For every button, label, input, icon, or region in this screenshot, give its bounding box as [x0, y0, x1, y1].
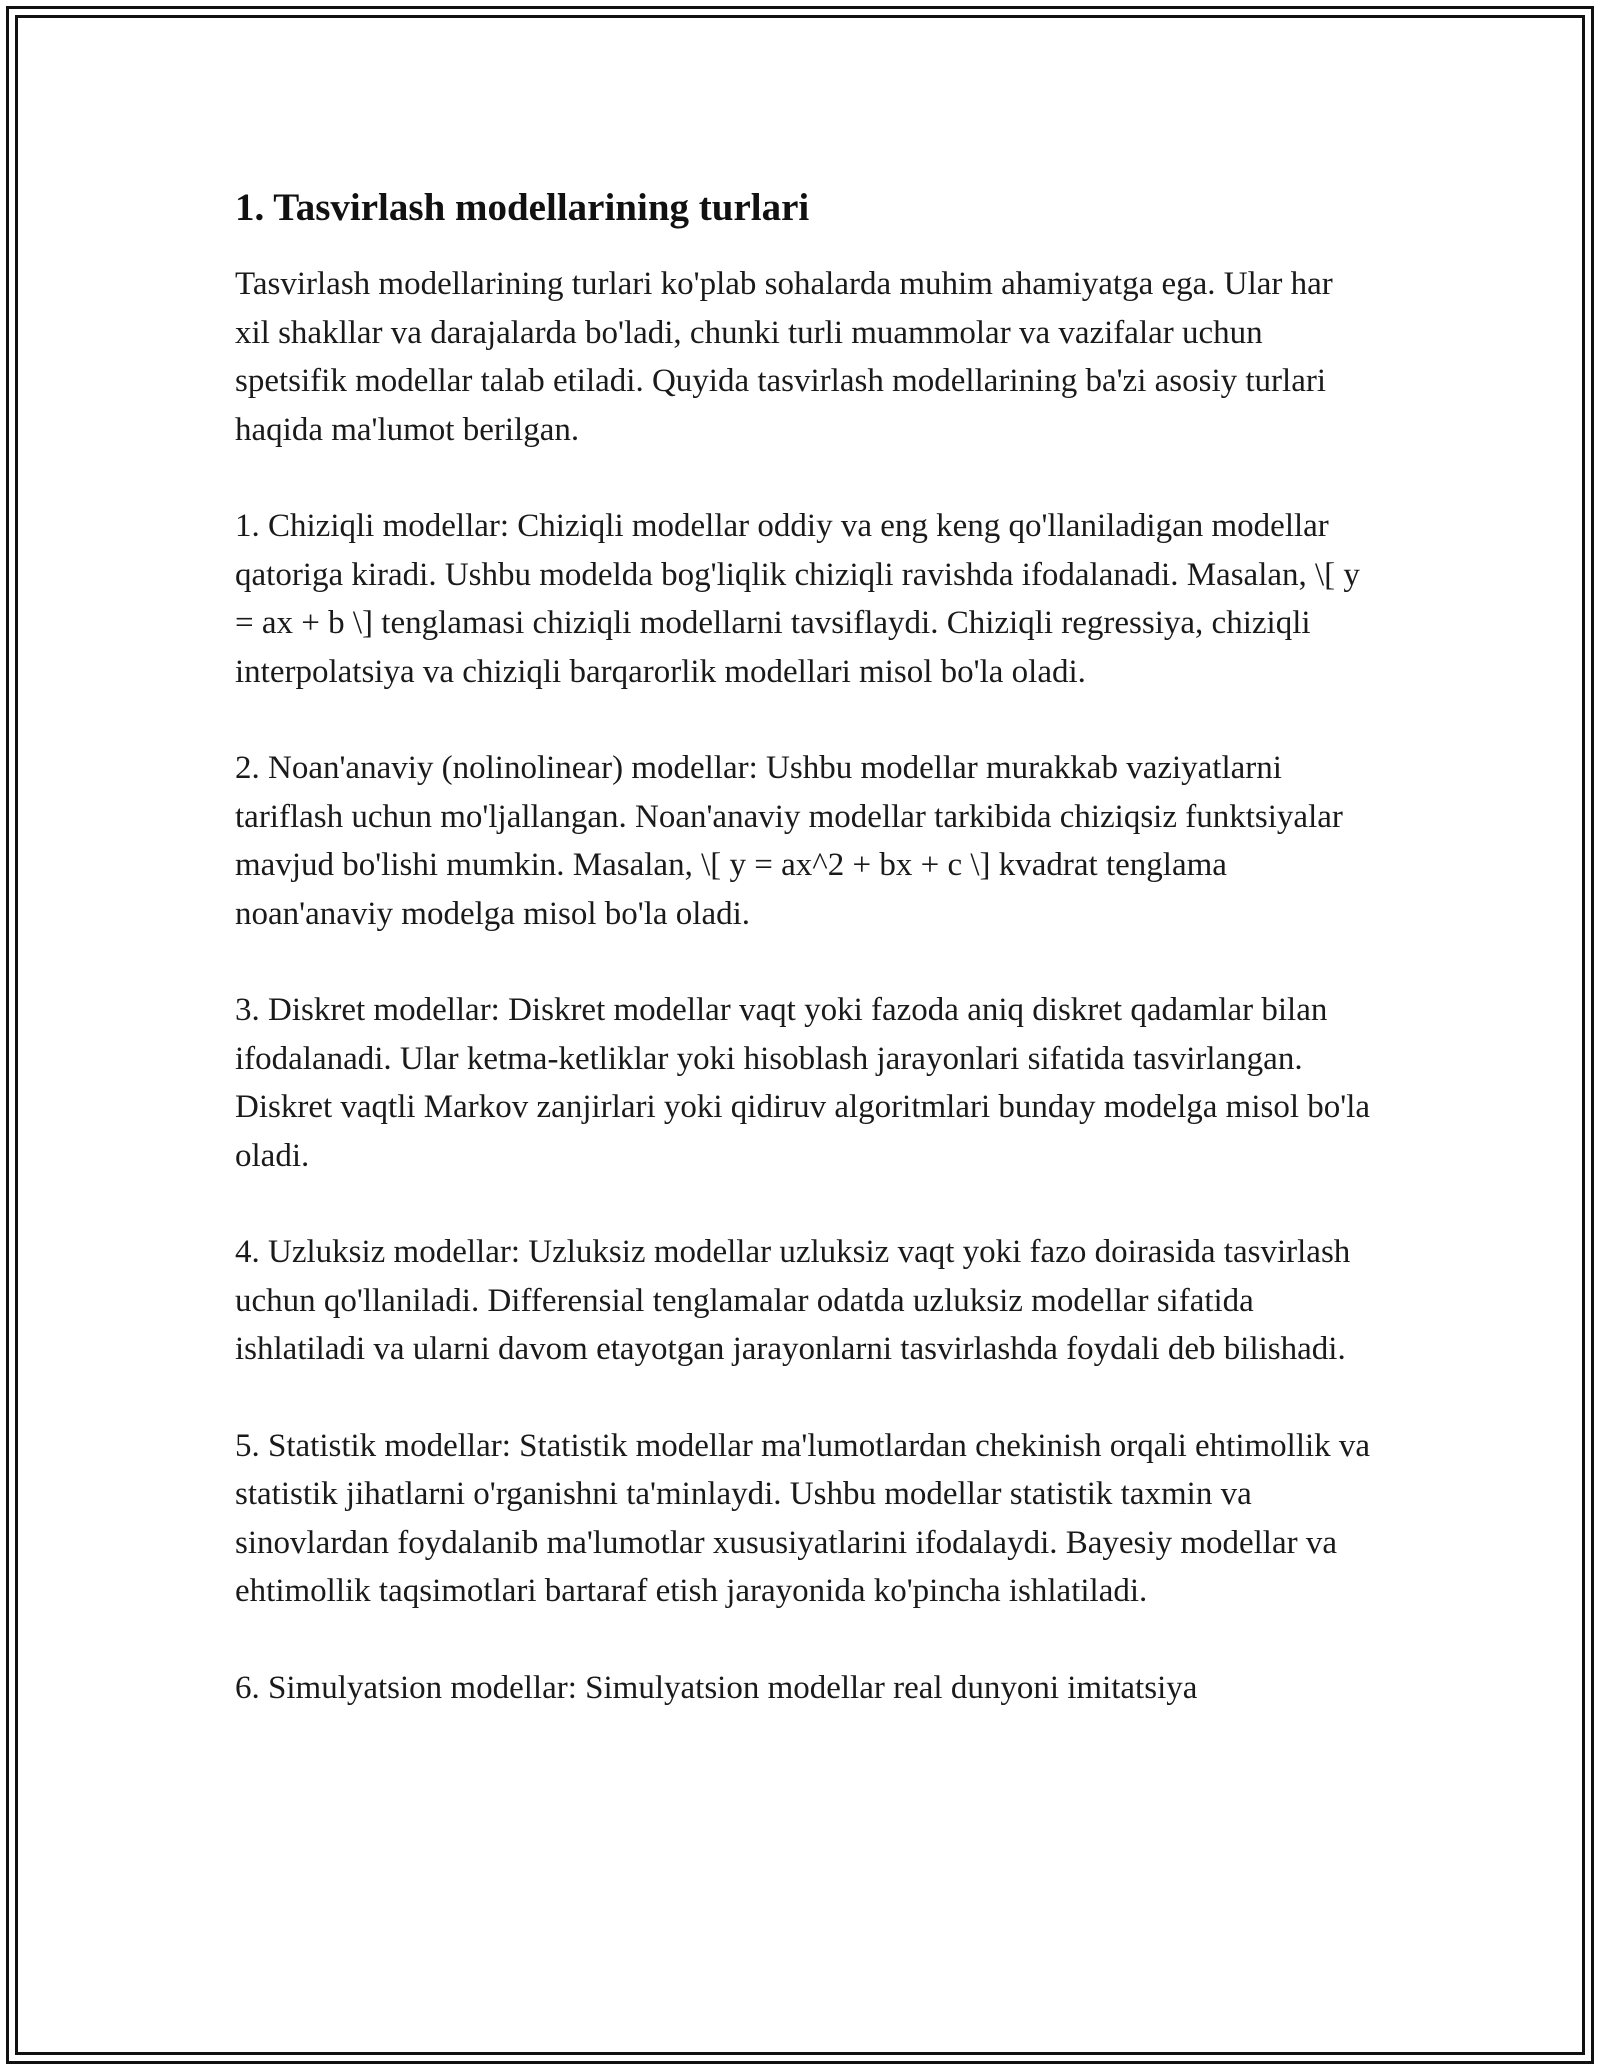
- paragraph-simulation-models: 6. Simulyatsion modellar: Simulyatsion modellar real dunyoni imitatsiya: [235, 1669, 1198, 1706]
- paragraph-continuous-models: 4. Uzluksiz modellar: Uzluksiz modellar uzluksiz vaqt yoki fazo doirasida tasvirlash uchun qo'llaniladi. Differensial tenglamalar odatda uzluksiz modellar sifatida ishlatiladi va ularni davom etayotgan jarayonlarni tasvirlashda foydali deb bilishadi.: [235, 1234, 1351, 1367]
- paragraph-statistical-models: 5. Statistik modellar: Statistik modellar ma'lumotlardan chekinish orqali ehtimollik va statistik jihatlarni o'rganishni ta'minlaydi. Ushbu modellar statistik taxmin va sinovlardan foydalanib ma'lumotlar xususiyatlarini ifodalaydi. Bayesiy modellar va ehtimollik taqsimotlari bartaraf etish jarayonida ko'pincha ishlatiladi.: [235, 1427, 1371, 1609]
- paragraph-nonlinear-models: 2. Noan'anaviy (nolinolinear) modellar: Ushbu modellar murakkab vaziyatlarni tariflash uchun mo'ljallangan. Noan'anaviy modellar tarkibida chiziqsiz funktsiyalar mavjud bo'lishi mumkin. Masalan, \[ y = ax^2 + bx + c \] kvadrat tenglama noan'anaviy modelga misol bo'la oladi.: [235, 750, 1343, 932]
- paragraph-linear-models: 1. Chiziqli modellar: Chiziqli modellar oddiy va eng keng qo'llaniladigan modellar qatoriga kiradi. Ushbu modelda bog'liqlik chiziqli ravishda ifodalanadi. Masalan, \[ y = ax + b \] tenglamasi chiziqli modellarni tavsiflaydi. Chiziqli regressiya, chiziqli interpolatsiya va chiziqli barqarorlik modellari misol bo'la oladi.: [235, 508, 1360, 690]
- paragraph-discrete-models: 3. Diskret modellar: Diskret modellar vaqt yoki fazoda aniq diskret qadamlar bilan ifodalanadi. Ular ketma-ketliklar yoki hisoblash jarayonlari sifatida tasvirlangan. Diskret vaqtli Markov zanjirlari yoki qidiruv algoritmlari bunday modelga misol bo'la oladi.: [235, 992, 1371, 1174]
- intro-paragraph: Tasvirlash modellarining turlari ko'plab sohalarda muhim ahamiyatga ega. Ular har xil shakllar va darajalarda bo'ladi, chunki turli muammolar va vazifalar uchun spetsifik modellar talab etiladi. Quyida tasvirlash modellarining ba'zi asosiy turlari haqida ma'lumot berilgan.: [235, 266, 1333, 448]
- section-heading: 1. Tasvirlash modellarining turlari: [235, 186, 810, 229]
- document-body: [235, 180, 1375, 1760]
